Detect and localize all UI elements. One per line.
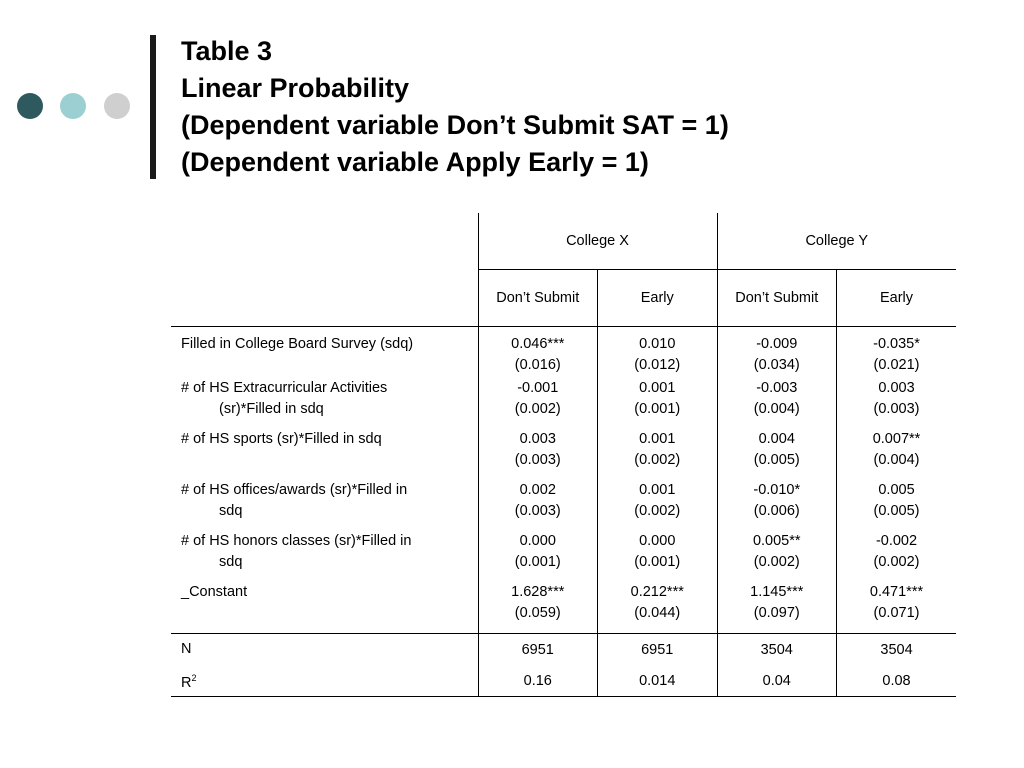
coef-cell: 0.001 (0.001) — [598, 378, 718, 429]
group-header-college-y: College Y — [717, 213, 956, 270]
coef-cell: 0.046*** (0.016) — [478, 327, 598, 379]
stat-cell: 3504 — [717, 634, 837, 666]
subheader-row — [171, 270, 956, 327]
title-line-1: Table 3 — [181, 36, 273, 66]
coef-cell: -0.001 (0.002) — [478, 378, 598, 429]
coef-cell: 0.004 (0.005) — [717, 429, 837, 480]
regression-table — [171, 213, 956, 697]
subheader-x-dont-submit: Don’t Submit — [478, 270, 598, 327]
coef-cell: -0.035* (0.021) — [837, 327, 957, 379]
subheader-y-dont-submit: Don’t Submit — [717, 270, 837, 327]
row-label: # of HS honors classes (sr)*Filled in sdq — [181, 533, 412, 570]
coef-cell: -0.010* (0.006) — [717, 480, 837, 531]
stat-cell: 3504 — [837, 634, 957, 666]
stat-cell: 0.014 — [598, 665, 718, 697]
row-label: # of HS sports (sr)*Filled in sdq — [181, 431, 382, 447]
coef-cell: 0.001 (0.002) — [598, 429, 718, 480]
stat-row-r2 — [171, 665, 956, 697]
row-label: _Constant — [171, 582, 478, 634]
slide-title — [181, 33, 729, 181]
stat-row-n — [171, 634, 956, 666]
title-line-4: (Dependent variable Apply Early = 1) — [181, 147, 649, 177]
coef-cell: 0.010 (0.012) — [598, 327, 718, 379]
coef-cell: 0.002 (0.003) — [478, 480, 598, 531]
table-row — [171, 429, 956, 480]
stat-cell: 6951 — [598, 634, 718, 666]
subheader-x-early: Early — [598, 270, 718, 327]
coef-cell: 0.005** (0.002) — [717, 531, 837, 582]
coef-cell: 0.005 (0.005) — [837, 480, 957, 531]
row-label: $R^2$ — [171, 665, 478, 697]
coef-cell: -0.009 (0.034) — [717, 327, 837, 379]
coef-cell: -0.002 (0.002) — [837, 531, 957, 582]
subheader-y-early: Early — [837, 270, 957, 327]
coef-cell: 0.000 (0.001) — [598, 531, 718, 582]
row-label: # of HS offices/awards (sr)*Filled in sdq — [181, 482, 408, 519]
group-header-row — [171, 213, 956, 270]
table-row — [171, 378, 956, 429]
title-divider-bar — [150, 35, 156, 179]
coef-cell: 0.003 (0.003) — [478, 429, 598, 480]
stat-cell: 6951 — [478, 634, 598, 666]
table-row — [171, 531, 956, 582]
decorative-dot-gray — [104, 93, 130, 119]
table-row — [171, 327, 956, 379]
title-line-2: Linear Probability — [181, 73, 410, 103]
coef-cell: 0.212*** (0.044) — [598, 582, 718, 634]
coef-cell: 0.007** (0.004) — [837, 429, 957, 480]
row-label: # of HS Extracurricular Activities (sr)*Filled in sdq — [181, 380, 388, 417]
coef-cell: 0.000 (0.001) — [478, 531, 598, 582]
stat-cell: 0.08 — [837, 665, 957, 697]
coef-cell: 0.001 (0.002) — [598, 480, 718, 531]
coef-cell: 1.145*** (0.097) — [717, 582, 837, 634]
coef-cell: 0.471*** (0.071) — [837, 582, 957, 634]
row-label: N — [181, 641, 192, 657]
coef-cell: 1.628*** (0.059) — [478, 582, 598, 634]
coef-cell: 0.003 (0.003) — [837, 378, 957, 429]
coef-cell: -0.003 (0.004) — [717, 378, 837, 429]
title-line-3: (Dependent variable Don’t Submit SAT = 1) — [181, 110, 729, 140]
decorative-dot-dark — [17, 93, 43, 119]
stat-cell: 0.16 — [478, 665, 598, 697]
decorative-dot-light — [60, 93, 86, 119]
table-row — [171, 480, 956, 531]
row-label: Filled in College Board Survey (sdq) — [171, 327, 478, 379]
group-header-college-x: College X — [478, 213, 717, 270]
table-row — [171, 582, 956, 634]
empty-header-cell — [171, 270, 478, 327]
empty-header-cell — [171, 213, 478, 270]
stat-cell: 0.04 — [717, 665, 837, 697]
